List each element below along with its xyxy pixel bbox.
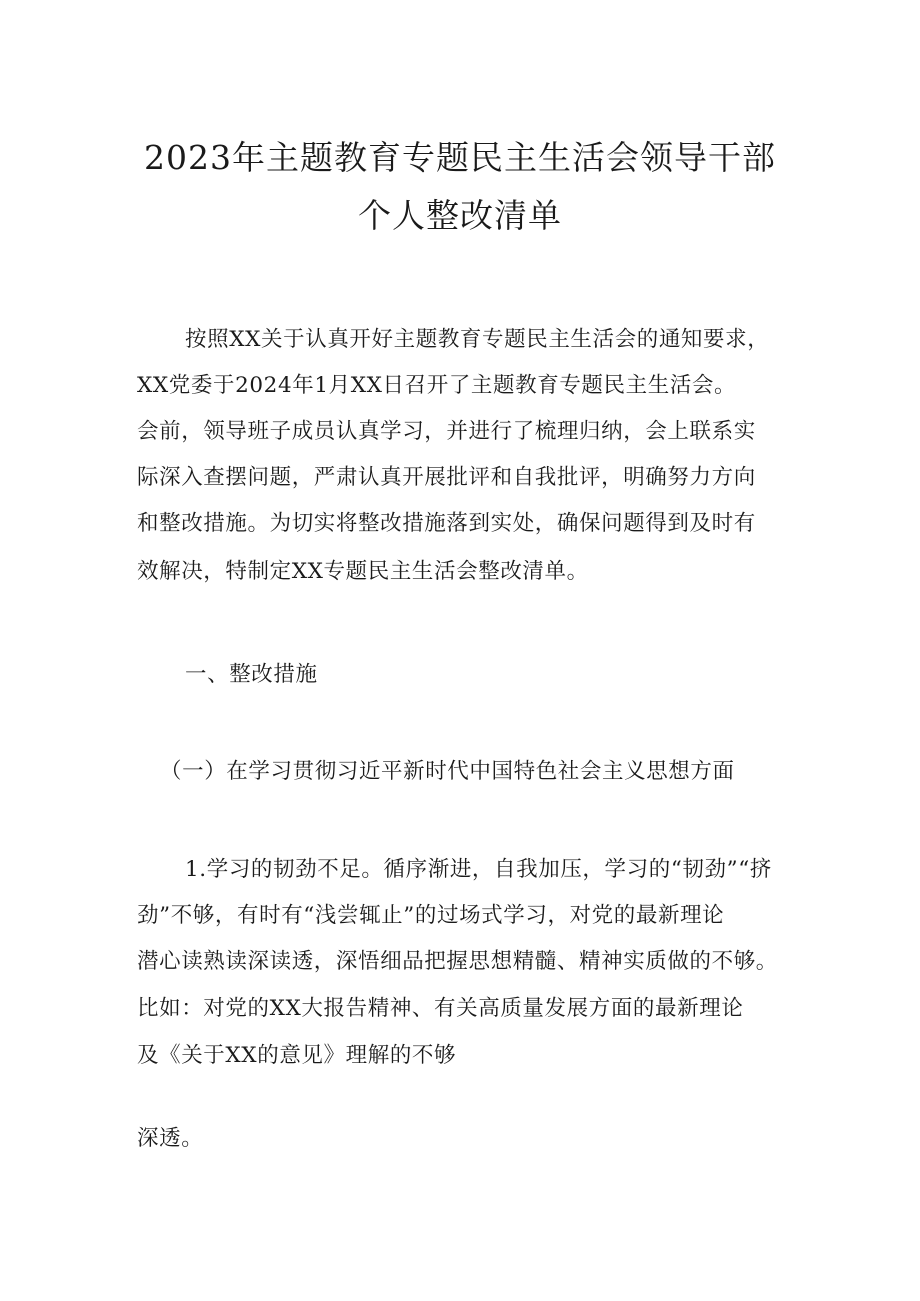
intro-paragraph-line: 效解决，特制定XX专题民主生活会整改清单。 xyxy=(137,559,589,584)
item-paragraph-line: 潜心读熟读深读透，深悟细品把握思想精髓、精神实质做的不够。 xyxy=(137,949,778,974)
subsection-heading: （一）在学习贯彻习近平新时代中国特色社会主义思想方面 xyxy=(160,759,735,784)
section-heading: 一、整改措施 xyxy=(185,662,318,687)
intro-paragraph-line: 按照XX关于认真开好主题教育专题民主生活会的通知要求， xyxy=(185,327,770,352)
item-paragraph-tail: 深透。 xyxy=(137,1126,204,1151)
document-title-line-1: 2023年主题教育专题民主生活会领导干部 xyxy=(144,138,776,177)
intro-paragraph-line: 和整改措施。为切实将整改措施落到实处，确保问题得到及时有 xyxy=(137,511,756,536)
item-paragraph-line: 劲”不够，有时有“浅尝辄止”的过场式学习，对党的最新理论 xyxy=(137,903,725,928)
intro-paragraph-line: XX党委于2024年1月XX日召开了主题教育专题民主生活会。 xyxy=(137,373,737,398)
intro-paragraph-line: 际深入查摆问题，严肃认真开展批评和自我批评，明确努力方向 xyxy=(137,465,756,490)
document-title-line-2: 个人整改清单 xyxy=(358,196,562,235)
intro-paragraph-line: 会前，领导班子成员认真学习，并进行了梳理归纳，会上联系实 xyxy=(137,419,756,444)
item-paragraph-line: 及《关于XX的意见》理解的不够 xyxy=(137,1043,457,1068)
item-paragraph-line: 1.学习的韧劲不足。循序渐进，自我加压，学习的“韧劲”“挤 xyxy=(185,857,772,882)
item-paragraph-line: 比如：对党的XX大报告精神、有关高质量发展方面的最新理论 xyxy=(137,996,744,1021)
